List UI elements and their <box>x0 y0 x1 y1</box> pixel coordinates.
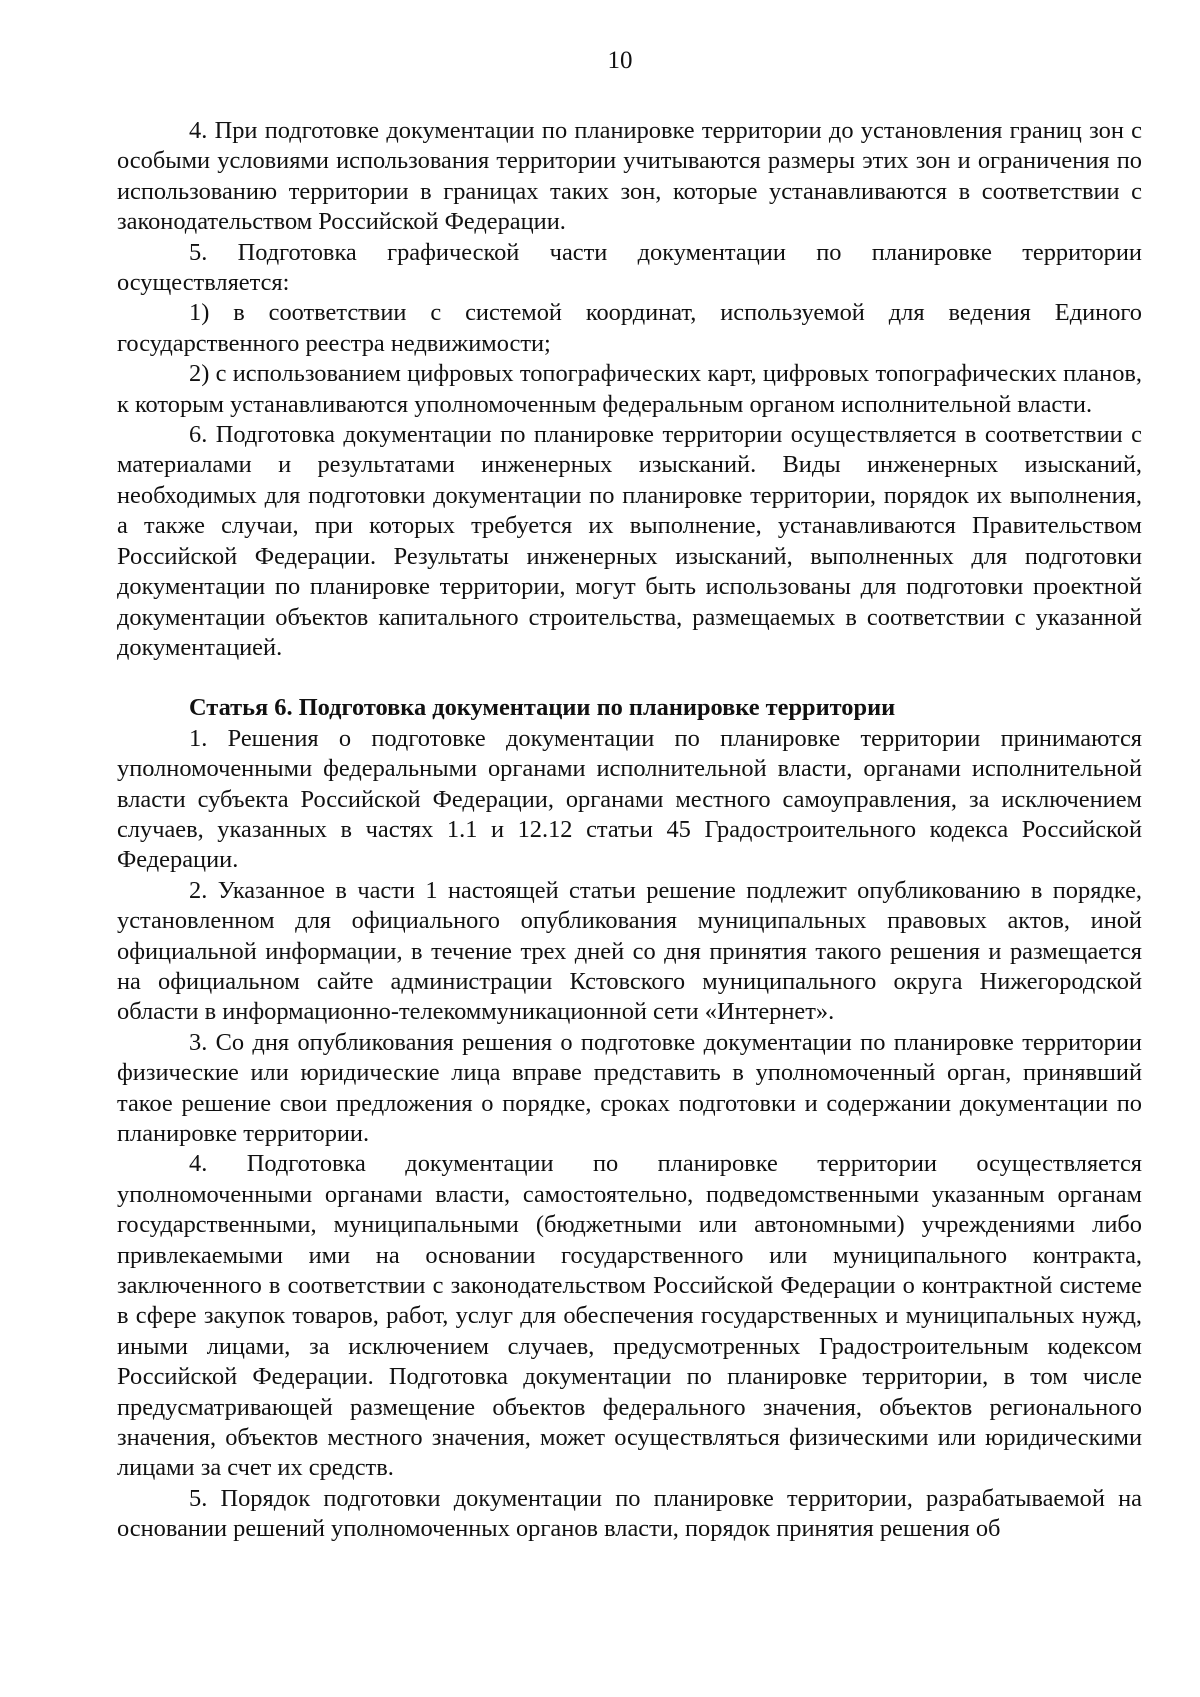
article-6-paragraph-5: 5. Порядок подготовки документации по планировке территории, разрабатываемой на основании решений уполномоченных органов власти, порядок принятия решения об <box>117 1484 1142 1543</box>
paragraph-5-graphic-part: 5. Подготовка графической части документации по планировке территории осуществляется: <box>117 238 1142 297</box>
article-6-paragraph-3: 3. Со дня опубликования решения о подготовке документации по планировке территории физические или юридические лица вправе представить в уполномоченный орган, принявший такое решение свои предложения о порядке, сроках подготовки и содержании документации по планировке территории. <box>117 1028 1142 1147</box>
list-item-topographic-maps: 2) с использованием цифровых топографических карт, цифровых топографических планов, к которым устанавливаются уполномоченным федеральным органом исполнительной власти. <box>117 360 1142 418</box>
page-number: 10 <box>607 47 633 74</box>
article-6-paragraph-4: 4. Подготовка документации по планировке территории осуществляется уполномоченными органами власти, самостоятельно, подведомственными указанным органам государственными, муниципальными (бюджетными или автономными) учреждениями либо привлекаемыми ими на основании государственного или муниципального контракта, заключенного в соответствии с законодательством Российской Федерации о контрактной системе в сфере закупок товаров, работ, услуг для обеспечения государственных и муниципальных нужд, иными лицами, за исключением случаев, предусмотренных Градостроительным кодексом Российской Федерации. Подготовка документации по планировке территории, в том числе предусматривающей размещение объектов федерального значения, объектов регионального значения, объектов местного значения, может осуществляться физическими или юридическими лицами за счет их средств. <box>117 1150 1142 1482</box>
article-6-paragraph-2: 2. Указанное в части 1 настоящей статьи решение подлежит опубликованию в порядке, установленном для официального опубликования муниципальных правовых актов, иной официальной информации, в течение трех дней со дня принятия такого решения и размещается на официальном сайте администрации Кстовского муниципального округа Нижегородской области в информационно-телекоммуникационной сети «Интернет». <box>117 876 1142 1026</box>
paragraph-6-engineering-surveys: 6. Подготовка документации по планировке территории осуществляется в соответствии с материалами и результатами инженерных изысканий. Виды инженерных изысканий, необходимых для подготовки документации по планировке территории, порядок их выполнения, а также случаи, при которых требуется их выполнение, устанавливаются Правительством Российской Федерации. Результаты инженерных изысканий, выполненных для подготовки документации по планировке территории, могут быть использованы для подготовки проектной документации объектов капитального строительства, размещаемых в соответствии с указанной документацией. <box>117 421 1142 661</box>
article-6-heading: Статья 6. Подготовка документации по планировке территории <box>189 694 896 722</box>
list-item-coordinate-system: 1) в соответствии с системой координат, используемой для ведения Единого государственного реестра недвижимости; <box>117 299 1142 357</box>
article-6-paragraph-1: 1. Решения о подготовке документации по планировке территории принимаются уполномоченными федеральными органами исполнительной власти, органами исполнительной власти субъекта Российской Федерации, органами местного самоуправления, за исключением случаев, указанных в частях 1.1 и 12.12 статьи 45 Градостроительного кодекса Российской Федерации. <box>117 724 1142 874</box>
document-body <box>117 116 1142 1545</box>
paragraph-4-planning-zones: 4. При подготовке документации по планировке территории до установления границ зон с особыми условиями использования территории учитываются размеры этих зон и ограничения по использованию территории в границах таких зон, которые устанавливаются в соответствии с законодательством Российской Федерации. <box>117 117 1142 236</box>
